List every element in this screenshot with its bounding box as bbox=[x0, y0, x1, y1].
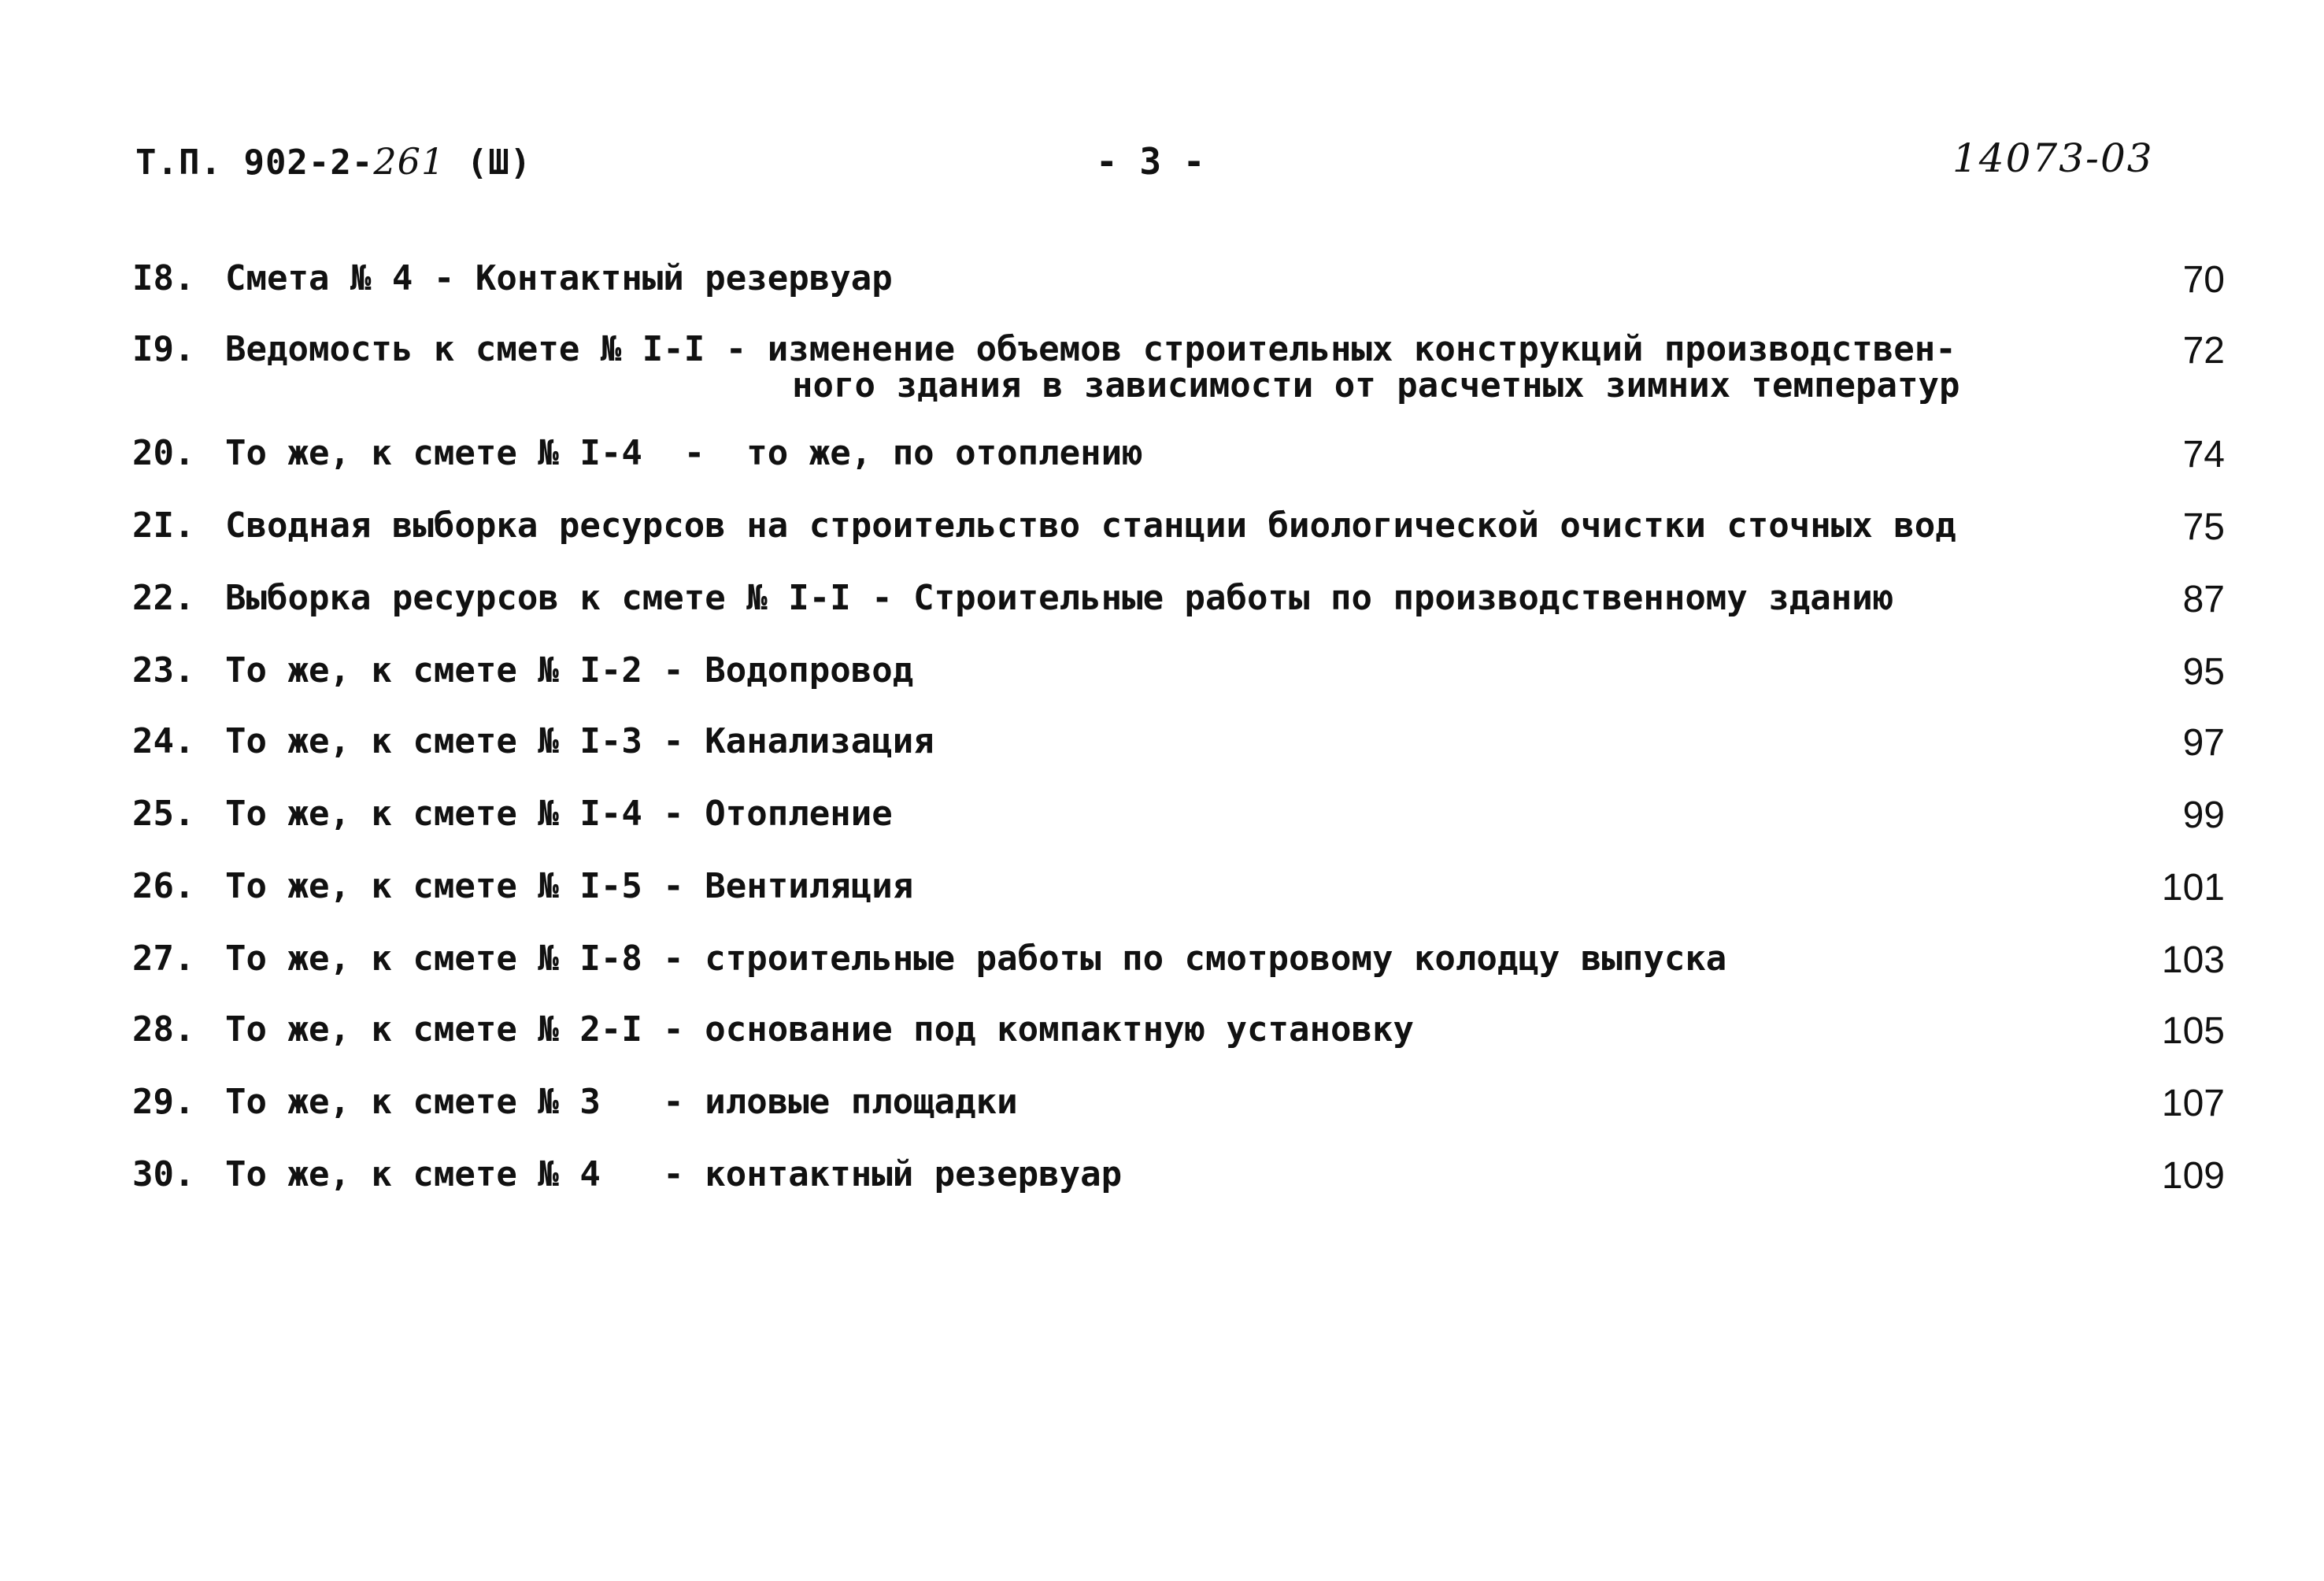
toc-entry-title: То же, к смете № I-4 - то же, по отоплению bbox=[225, 433, 1143, 473]
toc-entry-title: Выборка ресурсов к смете № I-I - Строительные работы по производственному зданию bbox=[225, 578, 1894, 618]
document-code-prefix: Т.П. 902-2- bbox=[135, 143, 374, 183]
toc-entry-page: 70 bbox=[2182, 259, 2225, 301]
toc-entry-page: 105 bbox=[2161, 1010, 2225, 1052]
toc-entry-title: Сводная выборка ресурсов на строительство станции биологической очистки сточных вод bbox=[225, 505, 1956, 546]
archive-number: 14073-03 bbox=[1952, 135, 2154, 181]
toc-entry-title: То же, к смете № 3 - иловые площадки bbox=[225, 1082, 1018, 1122]
toc-entry-page: 109 bbox=[2161, 1155, 2225, 1197]
toc-entry-title: То же, к смете № I-8 - строительные работы по смотровому колодцу выпуска bbox=[225, 939, 1727, 979]
toc-entry-page: 72 bbox=[2182, 330, 2225, 372]
toc-entry-page: 99 bbox=[2182, 794, 2225, 836]
toc-entry-number: 26. bbox=[132, 866, 195, 906]
toc-entry-title: То же, к смете № 2-I - основание под компактную установку bbox=[225, 1009, 1414, 1050]
toc-entry-title: Ведомость к смете № I-I - изменение объемов строительных конструкций производствен- bbox=[225, 329, 1956, 369]
toc-entry-number: 24. bbox=[132, 721, 195, 761]
page-number: - 3 - bbox=[1096, 140, 1205, 183]
toc-entry-page: 101 bbox=[2161, 867, 2225, 909]
document-code-suffix: (Ш) bbox=[445, 143, 532, 183]
toc-entry-title-continuation: ного здания в зависимости от расчетных зимних температур bbox=[792, 365, 1960, 405]
toc-entry-title: То же, к смете № I-5 - Вентиляция bbox=[225, 866, 914, 906]
toc-entry-page: 95 bbox=[2182, 651, 2225, 693]
toc-entry-title: Смета № 4 - Контактный резервуар bbox=[225, 258, 893, 298]
toc-entry-number: I9. bbox=[132, 329, 195, 369]
toc-entry-page: 103 bbox=[2161, 939, 2225, 981]
toc-entry-page: 107 bbox=[2161, 1083, 2225, 1124]
toc-entry-page: 87 bbox=[2182, 579, 2225, 620]
toc-entry-page: 75 bbox=[2182, 506, 2225, 548]
toc-entry-title: То же, к смете № I-2 - Водопровод bbox=[225, 650, 914, 691]
toc-entry-page: 97 bbox=[2182, 722, 2225, 764]
toc-entry-number: 29. bbox=[132, 1082, 195, 1122]
document-code-handwritten: 261 bbox=[373, 140, 446, 183]
document-code bbox=[135, 140, 531, 183]
toc-entry-number: 27. bbox=[132, 939, 195, 979]
toc-entry-title: То же, к смете № 4 - контактный резервуар bbox=[225, 1154, 1123, 1194]
toc-entry-number: 22. bbox=[132, 578, 195, 618]
toc-entry-number: 23. bbox=[132, 650, 195, 691]
toc-entry-number: 2I. bbox=[132, 505, 195, 546]
toc-entry-page: 74 bbox=[2182, 434, 2225, 476]
toc-entry-number: 28. bbox=[132, 1009, 195, 1050]
toc-entry-number: 25. bbox=[132, 794, 195, 834]
toc-entry-title: То же, к смете № I-3 - Канализация bbox=[225, 721, 934, 761]
toc-entry-title: То же, к смете № I-4 - Отопление bbox=[225, 794, 893, 834]
toc-entry-number: 20. bbox=[132, 433, 195, 473]
toc-entry-number: 30. bbox=[132, 1154, 195, 1194]
toc-entry-number: I8. bbox=[132, 258, 195, 298]
